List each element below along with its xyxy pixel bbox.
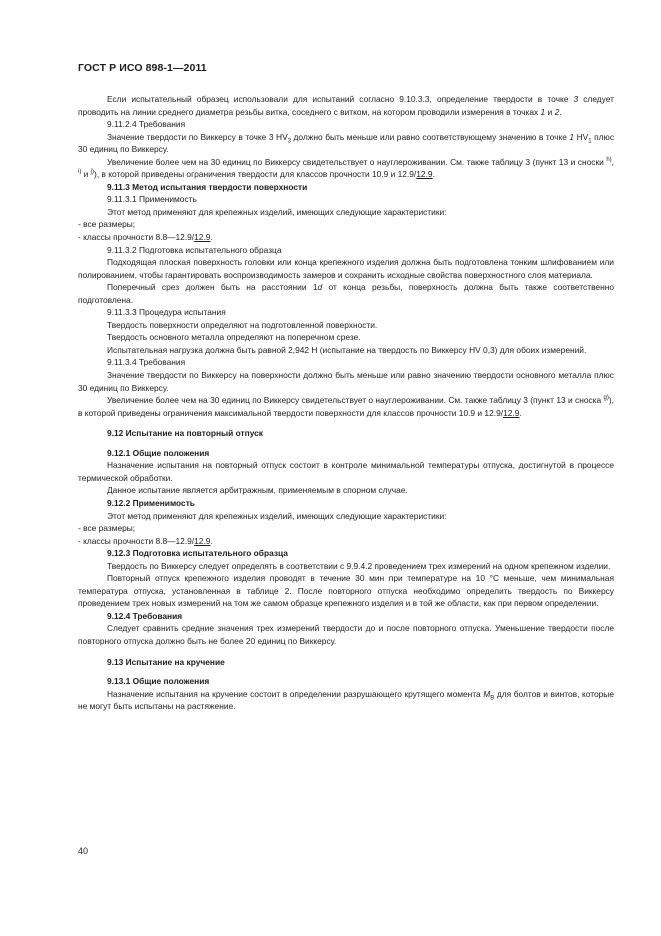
clause-heading: 9.11.2.4 Требования (107, 119, 186, 130)
document-header: ГОСТ Р ИСО 898-1—2011 (78, 62, 207, 74)
paragraph: Назначение испытания на повторный отпуск состоит в контроле минимальной температуры отпуска, достигнутой в процессе термической обработки. (78, 460, 614, 483)
subsection-heading: 9.13.1 Общие положения (107, 676, 210, 687)
list-item: - классы прочности 8.8—12.9/12.9. (78, 232, 213, 243)
paragraph: Этот метод применяют для крепежных изделий, имеющих следующие характеристики: (107, 206, 447, 217)
paragraph: Следует сравнить средние значения трех измерений твердости до и после повторного отпуска. Уменьшение твердости после повторного отпуска должно быть не более 20 единиц по Виккерсу. (78, 623, 614, 646)
clause-heading: 9.11.3.1 Применимость (107, 194, 197, 205)
paragraph: Если испытательный образец использовали для испытаний согласно 9.10.3.3, определение твердости в точке 3 следует проводить на линии среднего диаметра резьбы витка, соседнего с витком, на котором проводили измерения в точках 1 и 2. (78, 94, 614, 117)
clause-heading: 9.11.3.4 Требования (107, 357, 186, 368)
paragraph: Испытательная нагрузка должна быть равной 2,942 Н (испытание на твердость по Виккерсу HV 0,3) для обоих измерений. (107, 344, 587, 355)
paragraph: Данное испытание является арбитражным, применяемым в спорном случае. (107, 485, 408, 496)
subsection-heading: 9.12.1 Общие положения (107, 447, 210, 458)
paragraph: Этот метод применяют для крепежных изделий, имеющих следующие характеристики: (107, 510, 447, 521)
section-heading: 9.11.3 Метод испытания твердости поверхности (107, 181, 308, 192)
subsection-heading: 9.12.3 Подготовка испытательного образца (107, 548, 288, 559)
list-item: - классы прочности 8.8—12.9/12.9. (78, 535, 213, 546)
list-item: - все размеры; (78, 219, 136, 230)
paragraph: Подходящая плоская поверхность головки или конца крепежного изделия должна быть подготовлена тонким шлифованием или полированием, чтобы гарантировать воспроизводимость замеров и сохранить исходные свойства поверхностного слоя материала. (78, 257, 614, 280)
paragraph: Твердость поверхности определяют на подготовленной поверхности. (107, 319, 378, 330)
subsection-heading: 9.12.2 Применимость (107, 497, 195, 508)
paragraph: Твердость основного металла определяют на поперечном срезе. (107, 332, 361, 343)
paragraph: Увеличение более чем на 30 единиц по Виккерсу свидетельствует о науглероживании. См. также таблицу 3 (пункт 13 и сноска $^{g)}$), в которой приведены ограничения максимальной твердости поверхности для классов прочности 10.9 и 12.9/12.9. (78, 395, 614, 418)
document-body (78, 93, 614, 713)
page-number: 40 (78, 846, 89, 856)
paragraph: Значение твердости по Виккерсу в точке 3 $HV_3$ должно быть меньше или равно соответствующему значению в точке 1 $HV_1$ плюс 30 единиц по Виккерсу. (78, 131, 615, 155)
section-heading: 9.13 Испытание на кручение (107, 656, 225, 667)
subsection-heading: 9.12.4 Требования (107, 610, 183, 621)
section-heading: 9.12 Испытание на повторный отпуск (107, 428, 263, 439)
clause-heading: 9.11.3.3 Процедура испытания (107, 307, 226, 318)
paragraph: Поперечный срез должен быть на расстоянии 1d от конца резьбы, поверхность должна быть также соответственно подготовлена. (78, 282, 614, 305)
clause-heading: 9.11.3.2 Подготовка испытательного образца (107, 244, 282, 255)
paragraph: Назначение испытания на кручение состоит в определении разрушающего крутящего момента $M_B$ для болтов и винтов, которые не могут быть испытаны на растяжение. (78, 688, 614, 712)
paragraph: Повторный отпуск крепежного изделия проводят в течение 30 мин при температуре на 10 °С меньше, чем минимальная температура отпуска, установленная в таблице 2. После повторного отпуска необходимо определить твердость по Виккерсу проведением трех новых измерений на том же самом образце крепежного изделия и в той же области, как при первом определении. (78, 573, 614, 609)
paragraph: Увеличение более чем на 30 единиц по Виккерсу свидетельствует о науглероживании. См. также таблицу 3 (пункт 13 и сноски $^{h)}$, $^{i)}$ и $^{j)}$), в которой приведены ограничения твердости для классов прочности 10.9 и 12.9/12.9. (78, 156, 614, 180)
paragraph: Твердость по Виккерсу следует определять в соответствии с 9.9.4.2 проведением трех измерений на одном крепежном изделии. (107, 560, 611, 571)
paragraph: Значение твердости по Виккерсу на поверхности должно быть меньше или равно значению твердости основного металла плюс 30 единиц по Виккерсу. (78, 370, 614, 393)
list-item: - все размеры; (78, 523, 136, 534)
